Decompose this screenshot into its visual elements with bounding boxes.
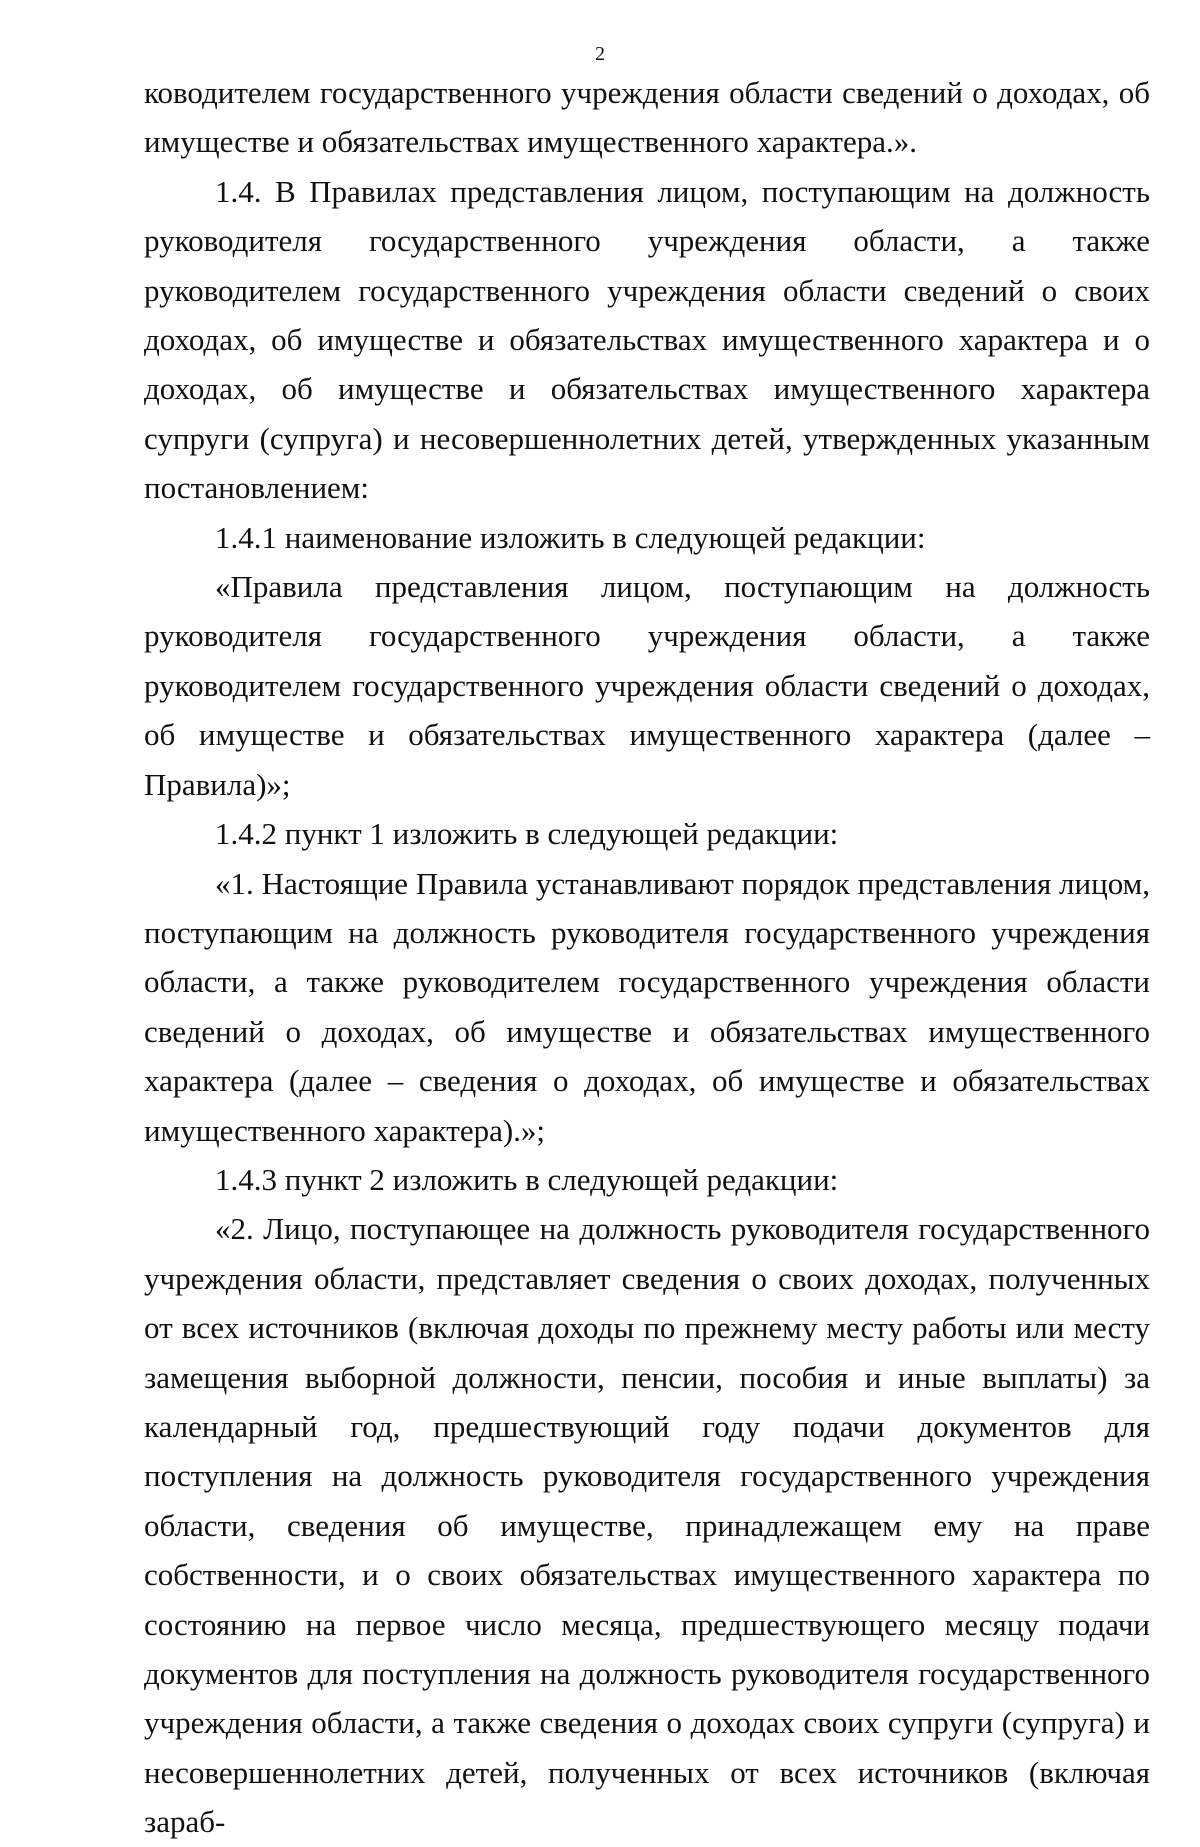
paragraph-1-4-3: 1.4.3 пункт 2 изложить в следующей редакции: — [215, 1161, 839, 1197]
paragraph-1-4: 1.4. В Правилах представления лицом, поступающим на должность руководителя государственного учреждения области, а также руководителем государственного учреждения области сведений о своих доходах, об имуществе и обязательствах имущественного характера и о доходах, об имуществе и обязательствах имущественного характера супруги (супруга) и несовершеннолетних детей, утвержденных указанным постановлением: — [144, 173, 1150, 506]
paragraph-point-1-quote: «1. Настоящие Правила устанавливают порядок представления лицом, поступающим на должность руководителя государственного учреждения области, а также руководителем государственного учреждения области сведений о доходах, об имуществе и обязательствах имущественного характера (далее – сведения о доходах, об имуществе и обязательствах имущественного характера).»; — [144, 865, 1150, 1148]
paragraph-continuation: ководителем государственного учреждения области сведений о доходах, об имуществе и обязательствах имущественного характера.». — [144, 75, 1150, 160]
page-number: 2 — [595, 43, 605, 65]
document-body — [144, 68, 1150, 1847]
paragraph-rules-title-quote: «Правила представления лицом, поступающим на должность руководителя государственного учреждения области, а также руководителем государственного учреждения области сведений о доходах, об имуществе и обязательствах имущественного характера (далее – Правила)»; — [144, 569, 1150, 802]
paragraph-point-2-quote: «2. Лицо, поступающее на должность руководителя государственного учреждения области, представляет сведения о своих доходах, полученных от всех источников (включая доходы по прежнему месту работы или месту замещения выборной должности, пенсии, пособия и иные выплаты) за календарный год, предшествующий году подачи документов для поступления на должность руководителя государственного учреждения области, сведения об имуществе, принадлежащем ему на праве собственности, и о своих обязательствах имущественного характера по состоянию на первое число месяца, предшествующего месяцу подачи документов для поступления на должность руководителя государственного учреждения области, а также сведения о доходах своих супруги (супруга) и несовершеннолетних детей, полученных от всех источников (включая зараб- — [144, 1211, 1150, 1840]
paragraph-1-4-1: 1.4.1 наименование изложить в следующей редакции: — [215, 519, 926, 555]
paragraph-1-4-2: 1.4.2 пункт 1 изложить в следующей редакции: — [215, 816, 839, 852]
